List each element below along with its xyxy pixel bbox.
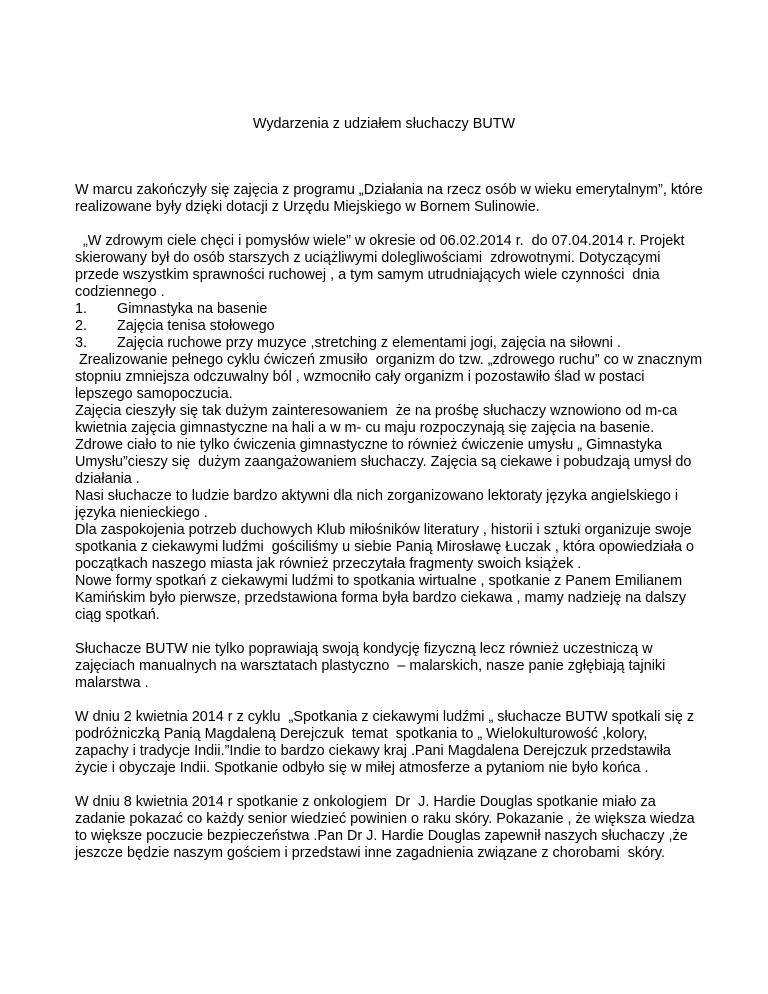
paragraph-virtual-meetings: Nowe formy spotkań z ciekawymi ludźmi to spotkania wirtualne , spotkanie z Panem Emilianem Kamińskim było pierwsze, przedstawiona forma była bardzo ciekawa , mamy nadzieję na dalszy ciąg spotkań. (75, 573, 691, 623)
list-number: 1. (75, 301, 88, 317)
list-item (75, 301, 705, 318)
list-text: Zajęcia tenisa stołowego (117, 318, 275, 334)
paragraph-oncology-meeting: W dniu 8 kwietnia 2014 r spotkanie z onkologiem Dr J. Hardie Douglas spotkanie miało za zadanie pokazać co każdy senior wiedzieć powinien o raku skóry. Pokazanie , że większa wiedza to większe poczucie bezpieczeństwa .Pan Dr J. Hardie Douglas zapewnił naszych słuchaczy ,że jeszcze będzie naszym gościem i przedstawi inne zagadnienia związane z chorobami skóry. (75, 794, 699, 861)
paragraph-exercise-results: Zrealizowanie pełnego cyklu ćwiczeń zmusiło organizm do tzw. „zdrowego ruchu” co w znacznym stopniu zmniejsza odczuwalny ból , wzmocniło cały organizm i pozostawiło ślad w postaci lepszego samopoczucia. (75, 352, 707, 402)
paragraph-gap (75, 624, 705, 641)
paragraph-renewed-classes: Zajęcia cieszyły się tak dużym zainteresowaniem że na prośbę słuchaczy wznowiono od m-ca kwietnia zajęcia gimnastyczne na hali a w m- cu maju rozpoczynają się zajęcia na basenie. (75, 403, 682, 436)
list-text: Zajęcia ruchowe przy muzyce ,stretching z elementami jogi, zajęcia na siłowni . (117, 335, 621, 351)
paragraph-gap (75, 692, 705, 709)
paragraph-mind-gymnastics: Zdrowe ciało to nie tylko ćwiczenia gimnastyczne to również ćwiczenie umysłu „ Gimnastyka Umysłu”cieszy się dużym zaangażowaniem słuchaczy. Zajęcia są ciekawe i pobudzają umysł do działania . (75, 437, 696, 487)
list-item (75, 318, 705, 335)
document-body (75, 182, 705, 862)
list-item (75, 335, 705, 352)
list-number: 3. (75, 335, 88, 351)
paragraph-art-workshops: Słuchacze BUTW nie tylko poprawiają swoją kondycję fizyczną lecz również uczestniczą w zajęciach manualnych na warsztatach plastyczno – malarskich, nasze panie zgłębiają tajniki malarstwa . (75, 641, 670, 691)
list-text: Gimnastyka na basenie (117, 301, 268, 317)
paragraph-gap (75, 216, 705, 233)
paragraph-language-courses: Nasi słuchacze to ludzie bardzo aktywni dla nich zorganizowano lektoraty języka angielskiego i języka nienieckiego . (75, 488, 683, 521)
list-number: 2. (75, 318, 88, 334)
document-title: Wydarzenia z udziałem słuchaczy BUTW (252, 116, 516, 132)
paragraph-literature-club: Dla zaspokojenia potrzeb duchowych Klub miłośników literatury , historii i sztuki organizuje swoje spotkania z ciekawymi ludźmi gościliśmy u siebie Panią Mirosławę Łuczak , która opowiedziała o początkach naszego miasta jak również przeczytała fragmenty swoich książek . (75, 522, 699, 572)
paragraph-gap (75, 777, 705, 794)
paragraph-travel-meeting: W dniu 2 kwietnia 2014 r z cyklu „Spotkania z ciekawymi ludźmi „ słuchacze BUTW spotkali się z podróżniczką Panią Magdaleną Derejczuk temat spotkania to „ Wielokulturowość ,kolory, zapachy i tradycje Indii.”Indie to bardzo ciekawy kraj .Pani Magdalena Derejczuk przedstawiła życie i obyczaje Indii. Spotkanie odbyło się w miłej atmosferze a pytaniom nie było końca . (75, 709, 699, 776)
paragraph-project-intro: „W zdrowym ciele chęci i pomysłów wiele” w okresie od 06.02.2014 r. do 07.04.2014 r. Projekt skierowany był do osób starszych z uciążliwymi dolegliwościami zdrowotnymi. Dotyczącymi przede wszystkim sprawności ruchowej , a tym samym utrudniających wiele czynności dnia codziennego . (75, 233, 689, 300)
paragraph-program-end: W marcu zakończyły się zajęcia z programu „Działania na rzecz osób w wieku emerytalnym”, które realizowane były dzięki dotacji z Urzędu Miejskiego w Bornem Sulinowie. (75, 182, 707, 215)
